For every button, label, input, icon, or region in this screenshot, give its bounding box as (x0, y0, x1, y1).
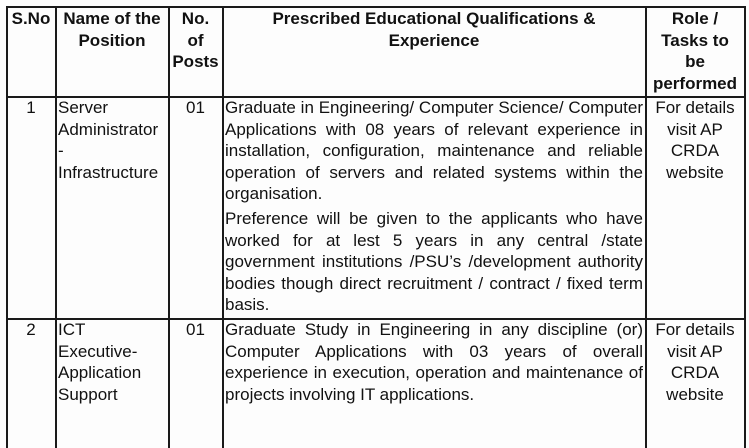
row-1-position-line-2: Administrator (58, 119, 159, 139)
header-position (56, 8, 168, 51)
header-position-line-1: Name of the (63, 9, 161, 28)
header-position-line-2: Position (78, 30, 146, 50)
row-2-qualification: Graduate Study in Engineering in any discipline (or) Computer Applications with 03 years of overall experience in execution, operation and maintenance of projects involving IT applications. (225, 320, 643, 404)
row-2-sno: 2 (26, 320, 36, 339)
row-1-role-line-2: visit AP (667, 119, 723, 139)
row-2-position-line-3: Application (58, 363, 142, 382)
row-2-position-line-1: ICT (58, 320, 86, 339)
row-1-position-line-1: Server (58, 98, 109, 117)
header-posts-line-1: No. (181, 9, 210, 28)
header-role-line-3: be (685, 52, 705, 71)
row-2-position (58, 319, 168, 405)
row-2-role-line-3: CRDA (670, 363, 720, 382)
header-role (646, 8, 744, 94)
row-2-role (646, 319, 744, 405)
row-2-role-line-4: website (666, 384, 724, 404)
row-2-position-line-2: Executive- (58, 341, 138, 361)
row-1-qualification-p2: Preference will be given to the applicants who have worked for at lest 5 years in any central /state government institutions /PSU’s /development authority bodies though direct recruitment / contract / fixed term basis. (225, 209, 643, 314)
row-1-role-line-3: CRDA (670, 141, 720, 160)
row-1-position-line-3: - (58, 141, 64, 160)
row-2-role-line-1: For details (655, 320, 735, 339)
header-posts (169, 8, 222, 73)
header-qualifications-line-1: Prescribed Educational Qualifications & (272, 9, 596, 28)
row-2-posts: 01 (186, 320, 205, 339)
row-1-sno: 1 (26, 98, 36, 117)
grid-line (222, 6, 224, 448)
row-1-role (646, 97, 744, 183)
header-posts-line-3: Posts (172, 52, 219, 71)
row-1-qualification-p1: Graduate in Engineering/ Computer Science/ Computer Applications with 08 years of relevant experience in installation, configuration, maintenance and reliable operation of servers and related systems within the organisation. (225, 98, 643, 203)
row-1-role-line-1: For details (655, 98, 735, 117)
row-2-position-line-4: Support (58, 384, 118, 404)
header-role-line-4: performed (652, 73, 738, 93)
header-sno: S.No (11, 9, 51, 28)
header-role-line-1: Role / (671, 9, 719, 28)
row-1-posts: 01 (186, 98, 205, 117)
row-1-position (58, 97, 168, 183)
row-2-role-line-2: visit AP (667, 341, 723, 361)
header-qualifications-line-2: Experience (388, 30, 480, 50)
row-1-position-line-4: Infrastructure (58, 162, 159, 182)
header-role-line-2: Tasks to (661, 30, 729, 50)
grid-line (744, 6, 746, 448)
header-posts-line-2: of (187, 30, 204, 50)
row-1-role-line-4: website (666, 162, 724, 182)
grid-line (55, 6, 57, 448)
header-qualifications (223, 8, 645, 51)
grid-line (6, 6, 8, 448)
